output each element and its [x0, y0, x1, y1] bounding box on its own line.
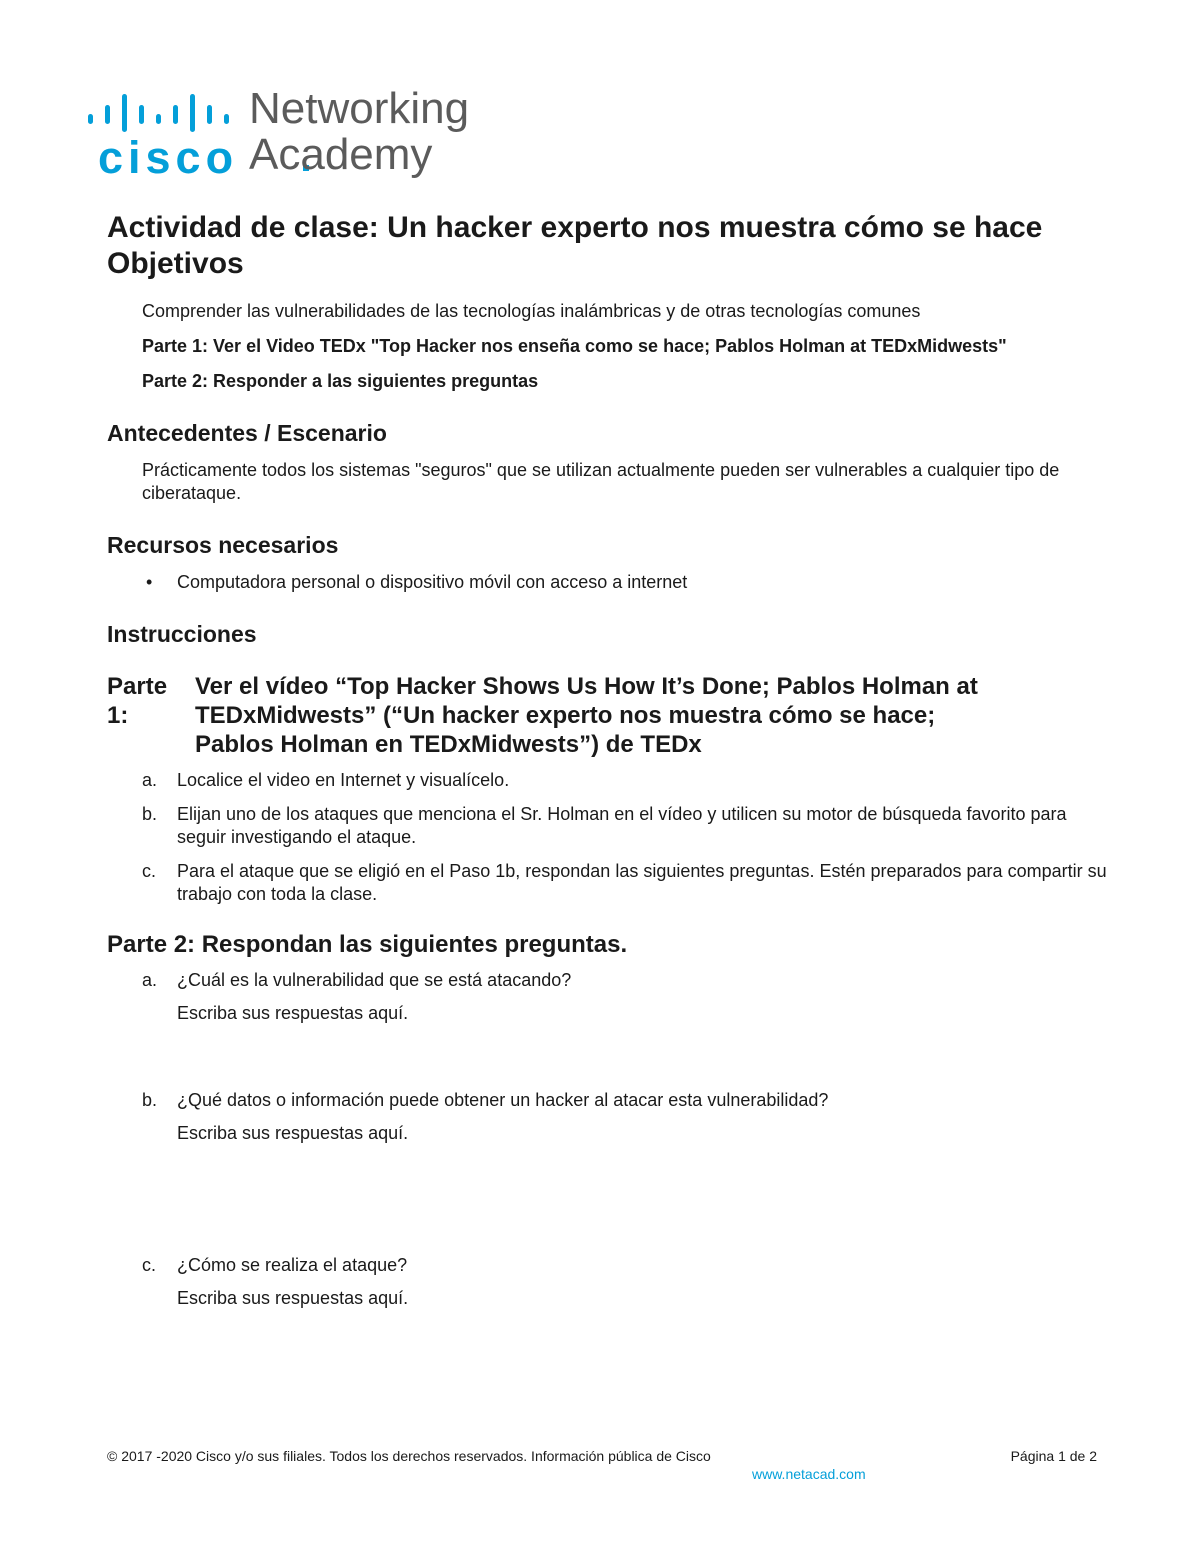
objectives-part2: Parte 2: Responder a las siguientes preguntas — [142, 371, 539, 391]
question-text: ¿Cómo se realiza el ataque? — [177, 1255, 408, 1275]
resources-list — [107, 571, 1107, 594]
list-item — [142, 769, 1107, 792]
part2-heading: Parte 2: Respondan las siguientes preguntas. — [107, 931, 628, 958]
answer-field[interactable]: Escriba sus respuestas aquí. — [177, 1288, 409, 1308]
step-mark: c. — [142, 861, 157, 881]
document-title: Actividad de clase: Un hacker experto nos muestra cómo se hace — [107, 211, 1043, 244]
resource-item-text: Computadora personal o dispositivo móvil con acceso a internet — [177, 572, 688, 592]
part1-title-line1: Ver el vídeo “Top Hacker Shows Us How It’s Done; Pablos Holman at — [195, 673, 978, 700]
step-text: Localice el video en Internet y visualícelo. — [177, 770, 510, 790]
answer-field[interactable]: Escriba sus respuestas aquí. — [177, 1003, 409, 1023]
part1-label: Parte 1: — [107, 673, 168, 729]
objectives-part1: Parte 1: Ver el Video TEDx "Top Hacker nos enseña como se hace; Pablos Holman at TEDxMidwests" — [142, 336, 1007, 356]
step-text: Para el ataque que se eligió en el Paso 1b, respondan las siguientes preguntas. Estén preparados para compartir su trabajo con toda la clase. — [177, 861, 1107, 904]
list-item — [142, 1254, 1107, 1310]
part1-title — [195, 672, 978, 759]
logo-networking-text: Networking — [249, 84, 470, 133]
part1-steps — [107, 769, 1107, 906]
list-item — [142, 969, 1107, 1025]
bullet-icon: • — [146, 572, 153, 592]
answer-field[interactable]: Escriba sus respuestas aquí. — [177, 1123, 409, 1143]
list-item — [146, 571, 1107, 594]
cisco-wordmark: cisco — [98, 132, 239, 183]
footer-page-number: Página 1 de 2 — [1010, 1448, 1097, 1464]
instructions-heading: Instrucciones — [107, 621, 257, 647]
question-mark: b. — [142, 1090, 158, 1110]
objectives-heading: Objetivos — [107, 247, 244, 280]
resources-heading: Recursos necesarios — [107, 532, 339, 558]
list-item — [142, 1089, 1107, 1145]
background-heading: Antecedentes / Escenario — [107, 420, 387, 446]
question-mark: a. — [142, 970, 158, 990]
part2-questions — [107, 969, 1107, 1310]
question-text: ¿Cuál es la vulnerabilidad que se está atacando? — [177, 970, 572, 990]
footer-copyright: © 2017 -2020 Cisco y/o sus filiales. Todos los derechos reservados. Información pública de Cisco — [107, 1448, 711, 1464]
document-body — [107, 210, 1107, 1321]
list-item — [142, 803, 1107, 849]
part1-title-line2: TEDxMidwests” (“Un hacker experto nos muestra cómo se hace; — [195, 702, 936, 729]
part1-title-line3: Pablos Holman en TEDxMidwests”) de TEDx — [195, 731, 702, 758]
step-mark: b. — [142, 804, 158, 824]
background-text: Prácticamente todos los sistemas "seguros" que se utilizan actualmente pueden ser vulnerables a cualquier tipo de ciberataque. — [142, 460, 1060, 503]
list-item — [142, 860, 1107, 906]
objectives-text: Comprender las vulnerabilidades de las tecnologías inalámbricas y de otras tecnologías comunes — [142, 301, 921, 321]
part1-heading — [107, 672, 1107, 759]
question-text: ¿Qué datos o información puede obtener un hacker al atacar esta vulnerabilidad? — [177, 1090, 829, 1110]
step-text: Elijan uno de los ataques que menciona el Sr. Holman en el vídeo y utilicen su motor de búsqueda favorito para seguir investigando el ataque. — [177, 804, 1067, 847]
question-mark: c. — [142, 1255, 157, 1275]
cisco-networking-academy-logo — [84, 84, 484, 184]
cisco-bars-icon — [84, 92, 234, 132]
step-mark: a. — [142, 770, 158, 790]
logo-academy-text: Academy — [249, 130, 433, 179]
footer-url-link[interactable]: www.netacad.com — [752, 1466, 866, 1482]
